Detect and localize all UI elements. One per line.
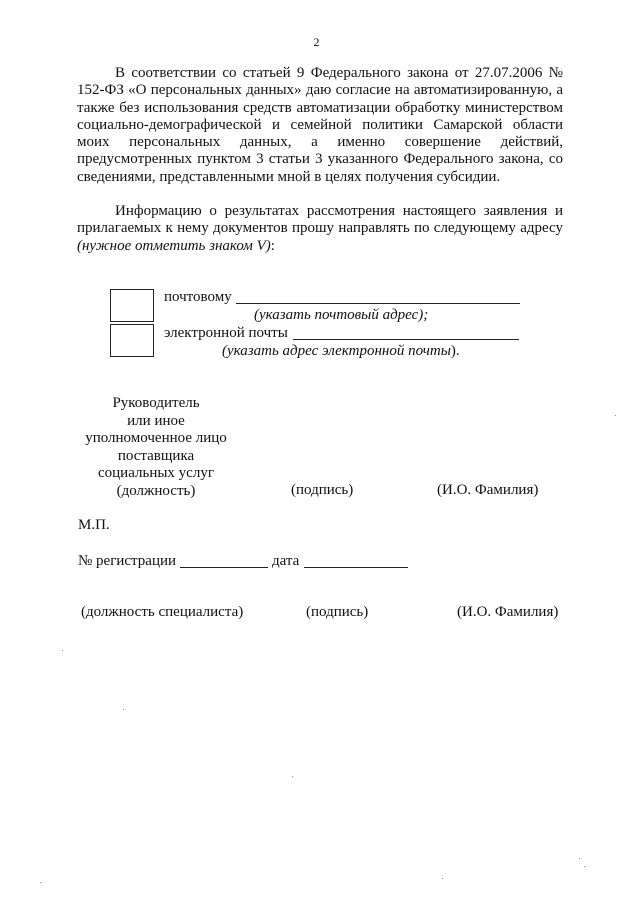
scan-speck [615,415,616,416]
email-hint-italic: (указать адрес электронной почты [222,343,451,359]
title-line: или иное [127,412,185,429]
head-signature-title [78,395,234,500]
head-sign-label: (подпись) [291,482,354,498]
consent-text: В соответствии со статьей 9 Федерального закона от 27.07.2006 № 152-ФЗ «О персональных данных» даю согласие на автоматизированную, а также без использования средств автоматизации обработку министерством социально-демографической и семейной политики Самарской области моих персональных данных, а именно совершение действий, предусмотренных пунктом 3 статьи 3 указанного Федерального закона, со сведениями, представленными мной в целях получения субсидии. [77,65,563,185]
consent-paragraph [77,65,563,186]
registration-number-label: № регистрации [78,553,177,569]
info-colon: : [270,237,275,254]
page-number: 2 [313,35,320,49]
stamp-label: М.П. [78,517,110,533]
registration-date-label: дата [272,553,300,569]
scan-speck [579,858,580,859]
registration-number-line[interactable] [180,567,268,568]
postal-hint: (указать почтовый адрес); [254,307,429,323]
registration-date-line[interactable] [304,567,408,568]
email-hint [222,343,460,360]
title-line: уполномоченное лицо [85,430,227,446]
scan-speck [40,882,41,883]
scan-speck [62,650,63,651]
postal-address-line[interactable] [236,303,520,304]
email-label: электронной почты [164,325,288,341]
email-checkbox[interactable] [110,324,154,357]
info-paragraph [77,203,563,255]
postal-checkbox[interactable] [110,289,154,322]
head-name-label: (И.О. Фамилия) [437,482,539,498]
scan-speck [442,878,443,879]
title-line: Руководитель [112,395,200,411]
email-hint-end: ). [450,343,460,359]
title-line: социальных услуг [98,465,214,481]
specialist-sign-label: (подпись) [306,604,369,620]
scan-speck [584,866,585,867]
info-note: (нужное отметить знаком V) [77,237,271,254]
postal-label: почтовому [164,289,232,305]
email-address-line[interactable] [293,339,519,340]
title-line: (должность) [116,482,196,499]
scan-speck [292,776,293,777]
info-text: Информацию о результатах рассмотрения настоящего заявления и прилагаемых к нему документов прошу направлять по следующему адресу [77,203,563,237]
specialist-name-label: (И.О. Фамилия) [457,604,559,620]
title-line: поставщика [117,447,195,464]
specialist-position-label: (должность специалиста) [81,604,244,620]
scan-speck [123,709,124,710]
